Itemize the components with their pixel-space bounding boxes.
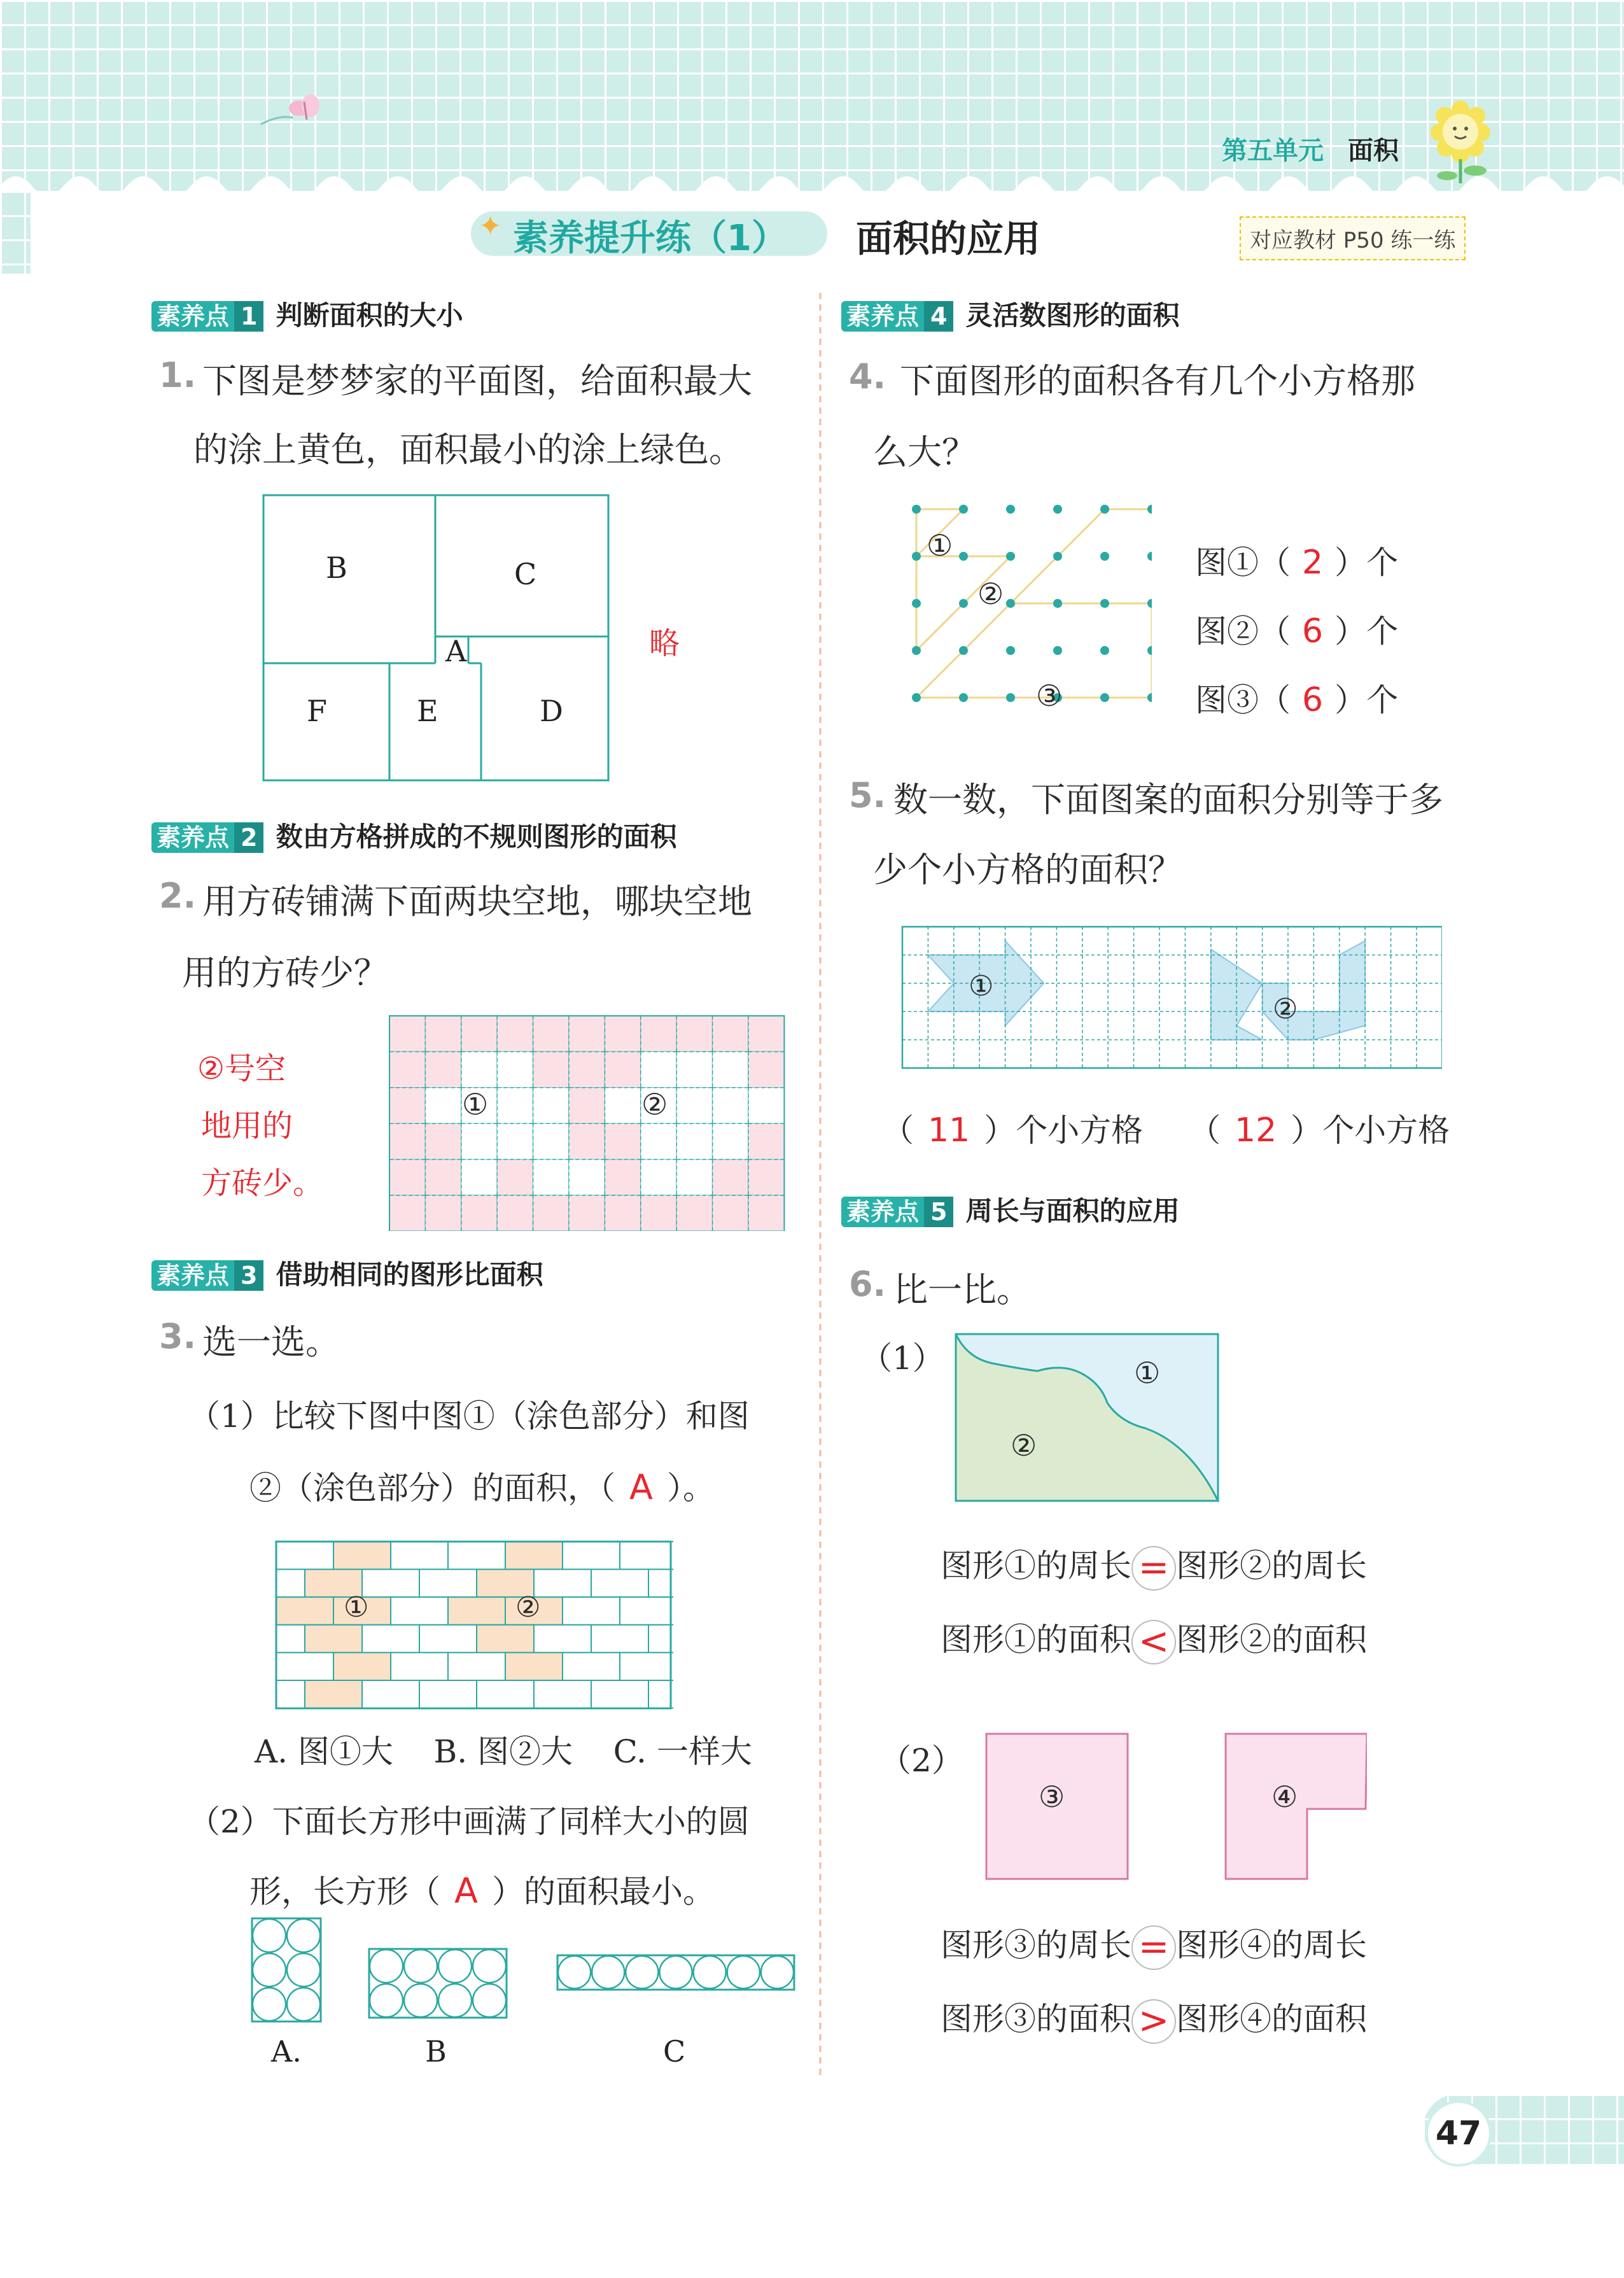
- comparison-left: 图形③的周长: [941, 1927, 1131, 1964]
- shaded-tile: [605, 1051, 640, 1087]
- shaded-tile: [641, 1016, 676, 1051]
- answer-options: A. 图①大 B. 图②大 C. 一样大: [255, 1733, 752, 1770]
- brick: [563, 1597, 620, 1625]
- answer-value: 11: [928, 1111, 970, 1150]
- shaded-tile: [425, 1123, 461, 1159]
- skill-point-3: [151, 1254, 543, 1292]
- open-tile: [676, 1051, 712, 1087]
- subquestion-suffix: ）的面积最小。: [491, 1873, 715, 1910]
- question-number: 2.: [159, 876, 197, 916]
- shape-label: ③: [1039, 1780, 1065, 1814]
- answer-choice: A: [454, 1871, 478, 1911]
- shaded-tile: [389, 1051, 425, 1087]
- handwritten-answer: 方砖少。: [201, 1165, 324, 1201]
- figure-edge: [1011, 556, 1058, 603]
- grid-dot: [1006, 505, 1015, 514]
- rectangle-c: [557, 1955, 794, 1990]
- answer-value: 2: [1302, 544, 1324, 582]
- comparison-right: 图形②的面积: [1176, 1621, 1367, 1658]
- textbook-reference: 对应教材 P50 练一练: [1240, 216, 1466, 260]
- shaded-tile: [389, 1016, 425, 1051]
- rect-label: A.: [271, 2034, 302, 2069]
- shaded-tile: [641, 1195, 676, 1231]
- answer-prefix: （: [882, 1112, 914, 1149]
- shaded-tile: [605, 1160, 640, 1195]
- unit-topic: 面积: [1348, 136, 1399, 165]
- grid-dot: [1006, 646, 1015, 655]
- grid-dot: [959, 646, 968, 655]
- answer-suffix: ）个小方格: [984, 1112, 1144, 1149]
- question-text: 么大？: [873, 432, 976, 472]
- open-tile: [676, 1088, 712, 1123]
- grid-dot: [912, 693, 921, 702]
- shaded-tile: [533, 1051, 569, 1087]
- brick: [648, 1680, 673, 1708]
- shaded-tile: [605, 1016, 640, 1051]
- answer-prefix: 图②（: [1195, 613, 1291, 650]
- comparison-right: 图形④的周长: [1176, 1927, 1367, 1964]
- comparison-row: [941, 1993, 1367, 2044]
- skill-point-5: [841, 1190, 1180, 1228]
- comparison-right: 图形④的面积: [1176, 2000, 1367, 2037]
- shaded-tile: [425, 1051, 461, 1087]
- shaded-tile: [389, 1160, 425, 1195]
- shaded-tile: [497, 1016, 533, 1051]
- shaded-tile: [748, 1160, 784, 1195]
- shaded-brick: [305, 1625, 362, 1653]
- brick: [477, 1680, 534, 1708]
- pattern-label: ①: [969, 970, 994, 1002]
- grid-dot: [1147, 646, 1152, 655]
- shaded-tile: [605, 1195, 640, 1231]
- column-divider: [818, 293, 822, 2075]
- skill-tag: 素养点: [151, 822, 234, 853]
- room-label: C: [514, 557, 537, 591]
- plot-label: ②: [641, 1087, 668, 1121]
- comparison-left: 图形①的面积: [941, 1621, 1131, 1658]
- brick-label: ②: [515, 1591, 541, 1624]
- answer-row: [1195, 606, 1398, 652]
- brick: [591, 1680, 648, 1708]
- open-tile: [425, 1088, 461, 1123]
- grid-dot: [912, 646, 921, 655]
- grid-dot: [1100, 552, 1109, 561]
- question-number: 4.: [849, 356, 886, 397]
- grid-dot: [1147, 505, 1152, 514]
- comparison-sign: >: [1131, 1999, 1176, 2044]
- open-tile: [533, 1088, 569, 1123]
- grid-dot: [1053, 552, 1062, 561]
- skill-number: 2: [234, 822, 263, 853]
- skill-number: 1: [234, 301, 263, 332]
- shaded-tile: [425, 1016, 461, 1051]
- skill-number: 4: [924, 301, 953, 332]
- comparison-row: [941, 1540, 1367, 1591]
- question-text: 选一选。: [202, 1322, 340, 1362]
- shaded-tile: [713, 1160, 748, 1195]
- open-tile: [676, 1123, 712, 1159]
- question-number: 6.: [849, 1264, 886, 1304]
- brick: [620, 1542, 673, 1570]
- brick: [620, 1597, 673, 1625]
- question-text: 数一数，下面图案的面积分别等于多: [893, 780, 1443, 820]
- question-text: 下图是梦梦家的平面图，给面积最大: [202, 361, 752, 401]
- answer-row: [1189, 1105, 1450, 1151]
- brick: [591, 1625, 648, 1653]
- brick: [276, 1570, 305, 1598]
- comparison-sign: =: [1131, 1546, 1176, 1591]
- skill-title: 灵活数图形的面积: [965, 300, 1180, 331]
- answer-row: [1195, 537, 1398, 583]
- answer-row: [882, 1105, 1143, 1151]
- grid-dot: [912, 505, 921, 514]
- subquestion-text: （2）下面长方形中画满了同样大小的圆: [188, 1803, 750, 1840]
- page-number-badge: [1425, 2100, 1492, 2167]
- shaded-tile: [676, 1016, 712, 1051]
- subquestion-suffix: ）。: [666, 1470, 715, 1507]
- open-tile: [533, 1123, 569, 1159]
- answer-choice: A: [629, 1467, 653, 1507]
- open-tile: [676, 1160, 712, 1195]
- brick: [362, 1570, 419, 1598]
- grid-dot: [1100, 646, 1109, 655]
- subquestion-text: （1）比较下图中图①（涂色部分）和图: [188, 1398, 750, 1435]
- room-label: A: [445, 634, 467, 668]
- sunflower-icon: [1425, 95, 1495, 185]
- brick: [391, 1542, 448, 1570]
- open-tile: [605, 1088, 640, 1123]
- skill-point-1: [151, 295, 463, 333]
- figure-label: ①: [927, 528, 953, 563]
- shaded-brick: [505, 1652, 563, 1680]
- brick: [648, 1625, 673, 1653]
- brick: [276, 1625, 305, 1653]
- section-title: 素养提升练（1）: [513, 218, 787, 259]
- question-text: 用方砖铺满下面两块空地，哪块空地: [202, 882, 752, 922]
- brick: [419, 1625, 477, 1653]
- subquestion-prefix: 形，长方形（: [249, 1873, 440, 1910]
- open-tile: [497, 1123, 533, 1159]
- grid-dot: [959, 552, 968, 561]
- skill-tag: 素养点: [151, 1260, 234, 1291]
- comparison-right: 图形②的周长: [1176, 1547, 1367, 1584]
- shaded-brick: [448, 1597, 505, 1625]
- shaded-tile: [605, 1123, 640, 1159]
- brick: [534, 1570, 591, 1598]
- brick: [276, 1542, 333, 1570]
- shape-label: ②: [1011, 1428, 1037, 1463]
- brick: [419, 1570, 477, 1598]
- answer-prefix: （: [1189, 1112, 1221, 1149]
- brick: [362, 1625, 419, 1653]
- comparison-sign: =: [1131, 1925, 1176, 1970]
- brick: [620, 1652, 673, 1680]
- question-text: 少个小方格的面积？: [873, 850, 1182, 890]
- brick: [648, 1570, 673, 1598]
- brick: [391, 1597, 448, 1625]
- answer-value: 12: [1235, 1111, 1277, 1150]
- skill-tag: 素养点: [841, 301, 924, 332]
- grid-dot: [959, 599, 968, 608]
- room-label: B: [326, 551, 347, 585]
- question-number: 5.: [849, 775, 886, 815]
- question-text: 比一比。: [893, 1270, 1031, 1310]
- open-tile: [497, 1088, 533, 1123]
- butterfly-icon: [255, 89, 331, 134]
- grid-dot: [912, 552, 921, 561]
- open-tile: [461, 1051, 497, 1087]
- grid-dot: [1006, 599, 1015, 608]
- grid-dot: [1100, 505, 1109, 514]
- skill-number: 3: [234, 1260, 263, 1291]
- grid-dot: [1006, 693, 1015, 702]
- open-tile: [641, 1160, 676, 1195]
- skill-tag: 素养点: [841, 1197, 924, 1227]
- pattern-label: ②: [1273, 993, 1298, 1025]
- figure-label: ②: [977, 577, 1004, 611]
- shaded-tile: [569, 1123, 605, 1159]
- page-number: 47: [1435, 2114, 1482, 2153]
- shaded-brick: [477, 1625, 534, 1653]
- subquestion-text: [249, 1866, 715, 1912]
- open-tile: [533, 1160, 569, 1195]
- grid-dot: [959, 693, 968, 702]
- brick: [534, 1625, 591, 1653]
- skill-point-4: [841, 295, 1180, 333]
- side-grid-strip: [0, 191, 31, 274]
- curve-split-diagram: [955, 1333, 1222, 1505]
- plot-label: ①: [462, 1087, 489, 1121]
- shaded-brick: [333, 1652, 391, 1680]
- question-text: 的涂上黄色，面积最小的涂上绿色。: [193, 430, 743, 470]
- shape-label: ④: [1271, 1780, 1298, 1814]
- open-tile: [713, 1051, 748, 1087]
- rect-label: C: [663, 2034, 686, 2069]
- brick: [276, 1652, 333, 1680]
- comparison-row: [941, 1614, 1367, 1664]
- circle-rectangles-diagram: [249, 1917, 803, 2025]
- shaded-tile: [676, 1195, 712, 1231]
- shaded-tile: [389, 1195, 425, 1231]
- shaded-tile: [569, 1088, 605, 1123]
- brick: [534, 1680, 591, 1708]
- shape-label: ①: [1134, 1356, 1161, 1390]
- figure-label: ③: [1036, 678, 1063, 713]
- skill-title: 数由方格拼成的不规则图形的面积: [276, 821, 677, 852]
- subquestion-text: [249, 1463, 715, 1508]
- brick: [419, 1680, 477, 1708]
- rectangle-b: [369, 1949, 507, 2018]
- shaded-brick: [333, 1542, 391, 1570]
- grid-dot: [912, 599, 921, 608]
- shaded-tile: [569, 1051, 605, 1087]
- handwritten-answer: 地用的: [201, 1108, 293, 1144]
- question-number: 1.: [159, 355, 197, 395]
- shaded-brick: [505, 1542, 563, 1570]
- answer-suffix: ）个小方格: [1291, 1112, 1450, 1149]
- room-label: E: [417, 694, 438, 728]
- grid-dot: [1053, 599, 1062, 608]
- subquestion-prefix: ②（涂色部分）的面积，（: [249, 1470, 615, 1507]
- skill-point-2: [151, 816, 677, 854]
- section-subtitle: 面积的应用: [856, 217, 1041, 260]
- open-tile: [569, 1160, 605, 1195]
- brick-wall-diagram: [275, 1540, 673, 1711]
- grid-dot: [1147, 599, 1152, 608]
- shaded-tile: [569, 1195, 605, 1231]
- figure-edge: [1058, 509, 1105, 556]
- answer-suffix: ）个: [1334, 613, 1399, 650]
- header-wave-edge: [0, 167, 1624, 205]
- skill-title: 周长与面积的应用: [965, 1195, 1180, 1227]
- shaded-tile: [425, 1160, 461, 1195]
- handwritten-answer: 略: [649, 626, 680, 661]
- room-label: F: [307, 694, 327, 728]
- part-label: （2）: [879, 1742, 963, 1779]
- grid-dot: [1100, 693, 1109, 702]
- question-text: 下面图形的面积各有几个小方格那: [900, 361, 1415, 401]
- sparkle-icon: ✦: [479, 210, 502, 243]
- shaded-tile: [748, 1051, 784, 1087]
- brick: [276, 1680, 305, 1708]
- brick-label: ①: [344, 1591, 369, 1624]
- shaded-tile: [713, 1016, 748, 1051]
- unit-label: 第五单元: [1222, 136, 1324, 165]
- part-label: （1）: [860, 1340, 944, 1377]
- shaded-tile: [533, 1016, 569, 1051]
- brick: [563, 1542, 620, 1570]
- open-tile: [748, 1088, 784, 1123]
- grid-dot: [1053, 646, 1062, 655]
- comparison-left: 图形③的面积: [941, 2000, 1131, 2037]
- answer-value: 6: [1302, 681, 1324, 719]
- grid-dot: [1100, 599, 1109, 608]
- shaded-tile: [748, 1195, 784, 1231]
- skill-tag: 素养点: [151, 301, 234, 332]
- answer-value: 6: [1302, 612, 1324, 650]
- brick: [448, 1542, 505, 1570]
- shaded-tile: [533, 1195, 569, 1231]
- grid-dot: [1006, 552, 1015, 561]
- shaded-tile: [389, 1123, 425, 1159]
- rect-label: B: [425, 2034, 447, 2069]
- shaded-brick: [276, 1597, 333, 1625]
- brick: [362, 1680, 419, 1708]
- open-tile: [461, 1123, 497, 1159]
- room-label: D: [540, 694, 563, 728]
- comparison-left: 图形①的周长: [941, 1547, 1131, 1584]
- skill-title: 借助相同的图形比面积: [276, 1259, 543, 1290]
- shaded-tile: [497, 1160, 533, 1195]
- grid-dot: [959, 505, 968, 514]
- shaded-tile: [748, 1123, 784, 1159]
- grid-dot: [1053, 505, 1062, 514]
- handwritten-answer: ②号空: [197, 1051, 286, 1086]
- answer-prefix: 图①（: [1195, 544, 1291, 581]
- brick: [563, 1652, 620, 1680]
- grid-dot: [1147, 693, 1152, 702]
- open-tile: [641, 1051, 676, 1087]
- shaded-tile: [748, 1016, 784, 1051]
- shaded-tile: [425, 1195, 461, 1231]
- skill-number: 5: [924, 1197, 953, 1227]
- answer-prefix: 图③（: [1195, 682, 1291, 719]
- shaded-tile: [569, 1016, 605, 1051]
- shaded-tile: [713, 1195, 748, 1231]
- open-tile: [461, 1160, 497, 1195]
- floor-plan-diagram: [262, 494, 610, 782]
- answer-suffix: ）个: [1334, 682, 1399, 719]
- answer-suffix: ）个: [1334, 544, 1399, 581]
- tile-grid-diagram: [388, 1015, 785, 1231]
- open-tile: [713, 1123, 748, 1159]
- question-number: 3.: [159, 1316, 197, 1356]
- answer-row: [1195, 675, 1398, 721]
- shaded-tile: [461, 1195, 497, 1231]
- shaded-tile: [389, 1088, 425, 1123]
- open-tile: [713, 1088, 748, 1123]
- question-text: 用的方砖少？: [182, 953, 388, 993]
- brick: [591, 1570, 648, 1598]
- open-tile: [641, 1123, 676, 1159]
- brick: [448, 1652, 505, 1680]
- comparison-row: [941, 1920, 1367, 1970]
- shaded-tile: [497, 1195, 533, 1231]
- comparison-sign: <: [1131, 1620, 1176, 1664]
- brick: [391, 1652, 448, 1680]
- grid-dot: [1147, 552, 1152, 561]
- shaded-brick: [305, 1680, 362, 1708]
- skill-title: 判断面积的大小: [276, 300, 463, 331]
- open-tile: [497, 1051, 533, 1087]
- shaded-tile: [461, 1016, 497, 1051]
